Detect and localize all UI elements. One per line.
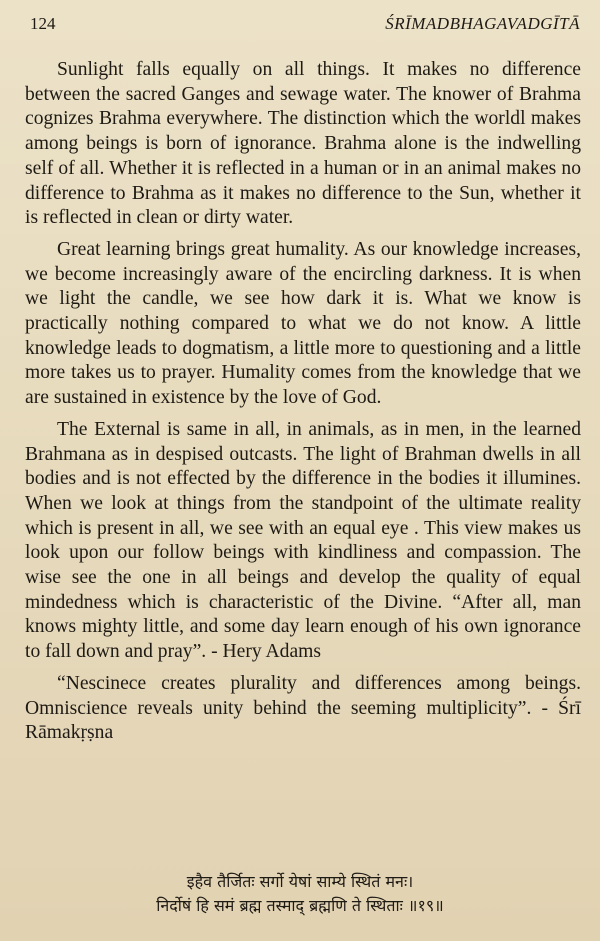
- page-header: [30, 12, 580, 36]
- running-title: ŚRĪMADBHAGAVADGĪTĀ: [385, 14, 580, 33]
- paragraph-ramakrsna-quote: “Nescinece creates plurality and differences among beings. Omniscience reveals unity behind the seeming multiplicity”. - Śrī Rāmakṛṣna: [25, 672, 581, 744]
- body-text: [25, 58, 581, 753]
- sanskrit-verse: [0, 870, 600, 918]
- page-number: 124: [30, 14, 56, 33]
- sanskrit-line-1: इहैव तैर्जितः सर्गो येषां साम्ये स्थितं मनः।: [186, 872, 414, 891]
- paragraph-sunlight: Sunlight falls equally on all things. It makes no difference between the sacred Ganges and sewage water. The knower of Brahma cognizes Brahma everywhere. The distinction which the worldl makes among beings is born of ignorance. Brahma alone is the indwelling self of all. Whether it is reflected in a human or in an animal makes no difference to Brahma as it makes no difference to the Sun, whether it is reflected in clean or dirty water.: [25, 59, 581, 229]
- paragraph-external: The External is same in all, in animals, as in men, in the learned Brahmana as in despised outcasts. The light of Brahman dwells in all bodies and is not effected by the difference in the bodies it illumines. When we look at things from the standpoint of the ultimate reality which is present in all, we see with an equal eye . This view makes us look upon our follow beings with kindliness and compassion. The wise see the one in all beings and develop the quality of equal mindedness which is characteristic of the Divine. “After all, man knows mighty little, and some day learn enough of his own ignorance to fall down and pray”. - Hery Adams: [25, 418, 581, 663]
- sanskrit-line-2: निर्दोषं हि समं ब्रह्म तस्माद् ब्रह्मणि ते स्थिताः ॥१९॥: [156, 896, 444, 915]
- paragraph-learning: Great learning brings great humality. As our knowledge increases, we become increasingly aware of the encircling darkness. It is when we light the candle, we see how dark it is. What we know is practically nothing compared to what we do not know. A little knowledge leads to dogmatism, a little more to questioning and a little more takes us to prayer. Humality comes from the knowledge that we are sustained in existence by the love of God.: [25, 238, 581, 409]
